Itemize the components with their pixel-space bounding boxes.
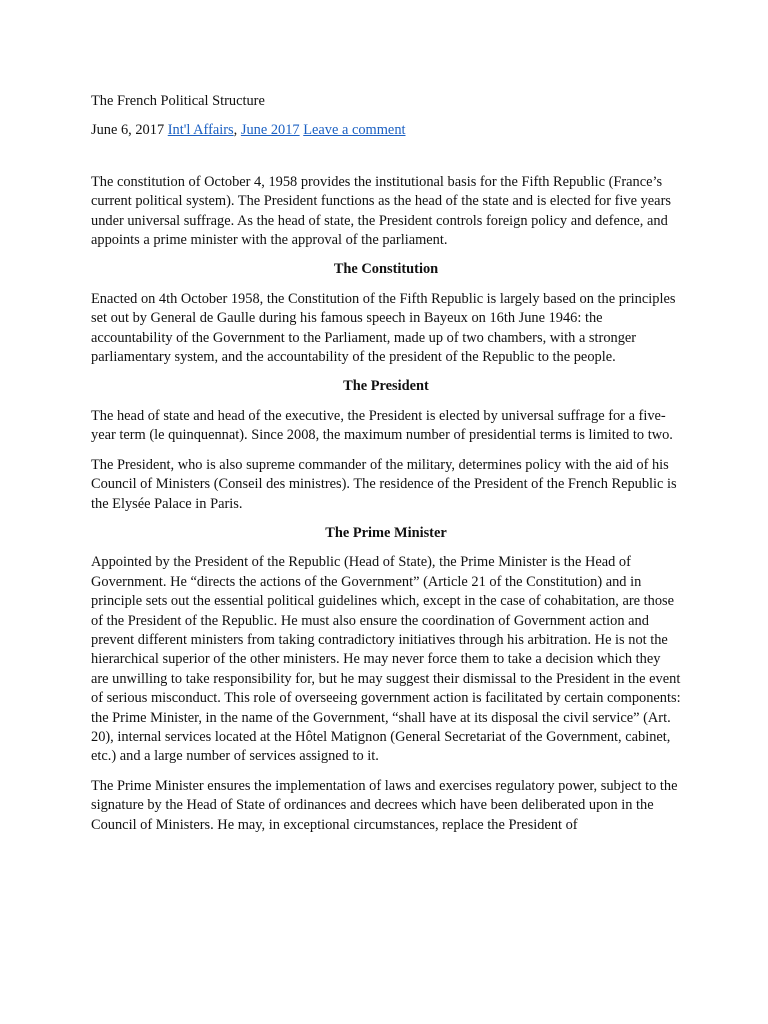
- post-meta: [91, 121, 681, 140]
- president-paragraph-2: The President, who is also supreme commander of the military, determines policy with the aid of his Council of Ministers (Conseil des ministres). The residence of the President of the French Republic is the Elysée Palace in Paris.: [91, 456, 677, 512]
- leave-comment-link[interactable]: Leave a comment: [303, 122, 406, 139]
- article-body: [91, 173, 681, 835]
- document-page: [91, 92, 681, 845]
- post-date: June 6, 2017: [91, 122, 165, 139]
- category-link-june-2017[interactable]: June 2017: [240, 122, 300, 139]
- section-heading-prime-minister: The Prime Minister: [325, 524, 447, 541]
- prime-minister-paragraph-1: Appointed by the President of the Republic (Head of State), the Prime Minister is the Head of Government. He “directs the actions of the Government” (Article 21 of the Constitution) and in principle sets out the essential political guidelines which, except in the case of cohabitation, are those of the President of the Republic. He must also ensure the coordination of Government action and prevent different ministers from taking contradictory initiatives through his arbitration. He is not the hierarchical superior of the other ministers. He may never force them to take a decision which they are unwilling to take responsibility for, but he may suggest their dismissal to the President in the event of serious misconduct. This role of overseeing government action is facilitated by certain components: the Prime Minister, in the name of the Government, “shall have at its disposal the civil service” (Art. 20), internal services located at the Hôtel Matignon (General Secretariat of the Government, cabinet, etc.) and a large number of services assigned to it.: [91, 554, 681, 765]
- section-heading-constitution: The Constitution: [333, 261, 439, 278]
- president-paragraph-1: The head of state and head of the executive, the President is elected by universal suffrage for a five-year term (le quinquennat). Since 2008, the maximum number of presidential terms is limited to two.: [91, 407, 673, 444]
- page-title: The French Political Structure: [91, 93, 265, 109]
- category-link-intl-affairs[interactable]: Int'l Affairs: [167, 122, 234, 139]
- section-heading-president: The President: [343, 378, 429, 395]
- constitution-paragraph: Enacted on 4th October 1958, the Constitution of the Fifth Republic is largely based on the principles set out by General de Gaulle during his famous speech in Bayeux on 16th June 1946: the accountability of the Government to the Parliament, made up of two chambers, with a stronger parliamentary system, and the accountability of the president of the Republic to the people.: [91, 290, 676, 366]
- category-separator: ,: [233, 122, 238, 139]
- prime-minister-paragraph-2: The Prime Minister ensures the implementation of laws and exercises regulatory power, subject to the signature by the Head of State of ordinances and decrees which have been deliberated upon in the Council of Ministers. He may, in exceptional circumstances, replace the President of: [91, 777, 678, 833]
- intro-paragraph: The constitution of October 4, 1958 provides the institutional basis for the Fifth Republic (France’s current political system). The President functions as the head of the state and is elected for five years under universal suffrage. As the head of state, the President controls foreign policy and defence, and appoints a prime minister with the approval of the parliament.: [91, 173, 671, 249]
